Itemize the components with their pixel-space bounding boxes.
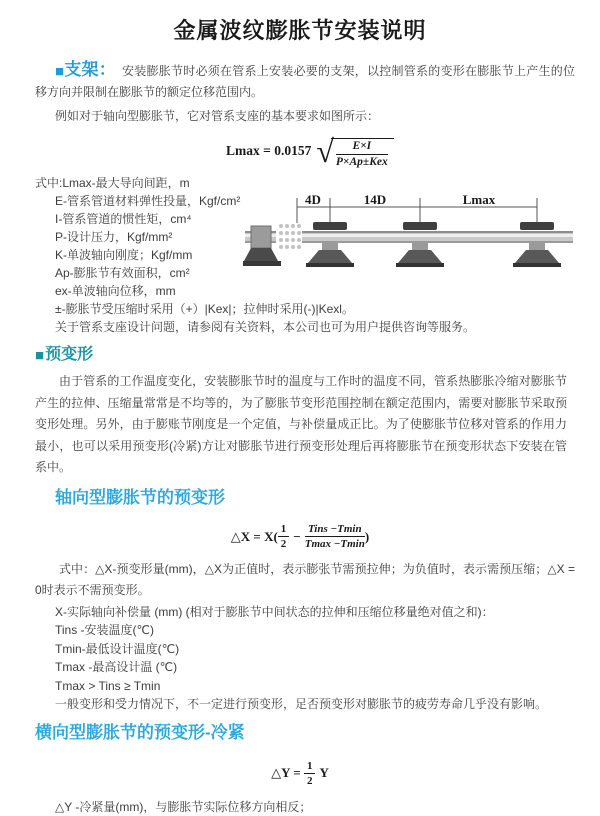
guide-support [396, 222, 444, 267]
axial-predeform-heading: 轴向型膨胀节的预变形 [55, 487, 225, 507]
fraction-half: $\frac{1}{2}$ [304, 760, 316, 787]
support-intro-text: 安装膨胀节时必须在管系上安装必要的支架，以控制管系的变形在膨胀节上产生的位移方向并限制在膨胀节的额定位移范围内。 [35, 64, 575, 99]
definition-line: X-实际轴向补偿量 (mm) (相对于膨胀节中间状态的拉伸和压缩位移量绝对值之和)： [55, 604, 494, 619]
pipe-support-diagram [243, 192, 575, 287]
definition-line: P-设计压力，Kgf/mm² [55, 230, 173, 244]
lateral-definition-line: △Y -冷紧量(mm)，与膨胀节实际位移方向相反； [55, 800, 312, 814]
support-section-heading: 支架： [64, 60, 117, 79]
blue-square-icon: ■ [55, 63, 65, 80]
definition-line: ±-膨胀节受压缩时采用（+）|Kex|；拉伸时采用(-)|Kexl。 [55, 302, 354, 316]
predeform-section-heading: 预变形 [45, 346, 94, 363]
radical-expression [316, 134, 393, 169]
definition-line: Tmin-最低设计温度(℃) [55, 641, 180, 656]
bellows-icon [276, 223, 302, 251]
teal-square-icon: ■ [35, 347, 45, 364]
guide-support [513, 222, 561, 267]
guide-spacing-formula [226, 134, 600, 168]
definition-line: Ap-膨胀节有效面积，cm² [55, 266, 190, 280]
lateral-predeform-heading: 横向型膨胀节的预变形-冷紧 [35, 723, 245, 742]
axial-predeform-formula [0, 519, 600, 555]
definition-line: E-管系管道材料弹性投量，Kgf/cm² [55, 194, 241, 208]
page-title: 金属波纹膨胀节安装说明 [173, 18, 427, 43]
predeform-section-heading-row [35, 344, 600, 367]
span-label-4d: 4D [305, 192, 321, 207]
predeform-paragraph: 由于管系的工作温度变化，安装膨胀节时的温度与工作时的温度不同，管系热膨胀冷缩对膨胀节产生的拉伸、压缩量常常是不均等的，为了膨胀节变形范围控制在额定范围内，需要对膨胀节采取预变形处理。另外，由于膨账节刚度是一个定值，与补偿量成正比。为了使膨胀节位移对管系的作用力最小，也可以采用预变形(冷紧)方让对膨胀节进行预变形处理后再将膨胀节在预变形状态下安装在管系中。 [35, 374, 567, 474]
definition-line: Tmax -最高设计温 (℃) [55, 660, 178, 674]
formula-rhs: ) [364, 528, 370, 544]
span-label-14d: 14D [363, 192, 387, 207]
formula-lhs: △Y = [271, 765, 301, 780]
definition-line: 式中:Lmax-最大导向间距，m [35, 176, 190, 190]
support-example-line: 例如对于轴向型膨胀节，它对管系支座的基本要求如图所示： [55, 109, 380, 123]
fraction-denominator: P×Ap±Kex [335, 155, 388, 168]
definition-line: Tins -安装温度(℃) [55, 623, 155, 637]
axial-definition-list [55, 603, 600, 696]
formula-lhs: Lmax = 0.0157 [226, 143, 312, 158]
fraction [336, 140, 388, 169]
formula-rhs: Y [319, 765, 329, 780]
lateral-predeform-formula [0, 756, 600, 790]
axial-note-line: 一般变形和受力情况下，不一定进行预变形，足否预变形对膨胀节的疲劳寿命几乎没有影响。 [55, 697, 548, 711]
definition-line: ex-单波轴向位移，mm [55, 284, 176, 298]
axial-formula-description: 式中：△X-预变形量(mm)，△X为正值时，表示膨张节需预拉伸；为负值时，表示需预压缩；△X = 0时表示不需预变形。 [35, 561, 575, 597]
support-paragraph [35, 59, 575, 103]
guide-support [306, 222, 354, 267]
radical-body [331, 138, 394, 169]
temperature-fraction: $\frac{\text{Tins −Tmin}}{Tmax -Tmin}$ [304, 523, 365, 550]
radical-sign-icon: √ [316, 132, 334, 169]
fraction-half: $\frac{1}{2}$ [278, 523, 290, 550]
definition-line: I-管系管道的惯性矩，cm⁴ [55, 212, 192, 226]
support-note-line: 关于管系支座设计问题，请参阅有关资料，本公司也可为用户提供咨询等服务。 [55, 320, 476, 334]
minus-operator: − [293, 528, 301, 544]
definition-line: Tmax > Tins ≥ Tmin [55, 678, 161, 693]
span-label-lmax: Lmax [462, 192, 496, 207]
fraction-numerator: E×I [336, 140, 388, 155]
definition-line: K-单波轴向刚度；Kgf/mm [55, 248, 193, 262]
formula-lhs: △X = X( [230, 528, 278, 544]
